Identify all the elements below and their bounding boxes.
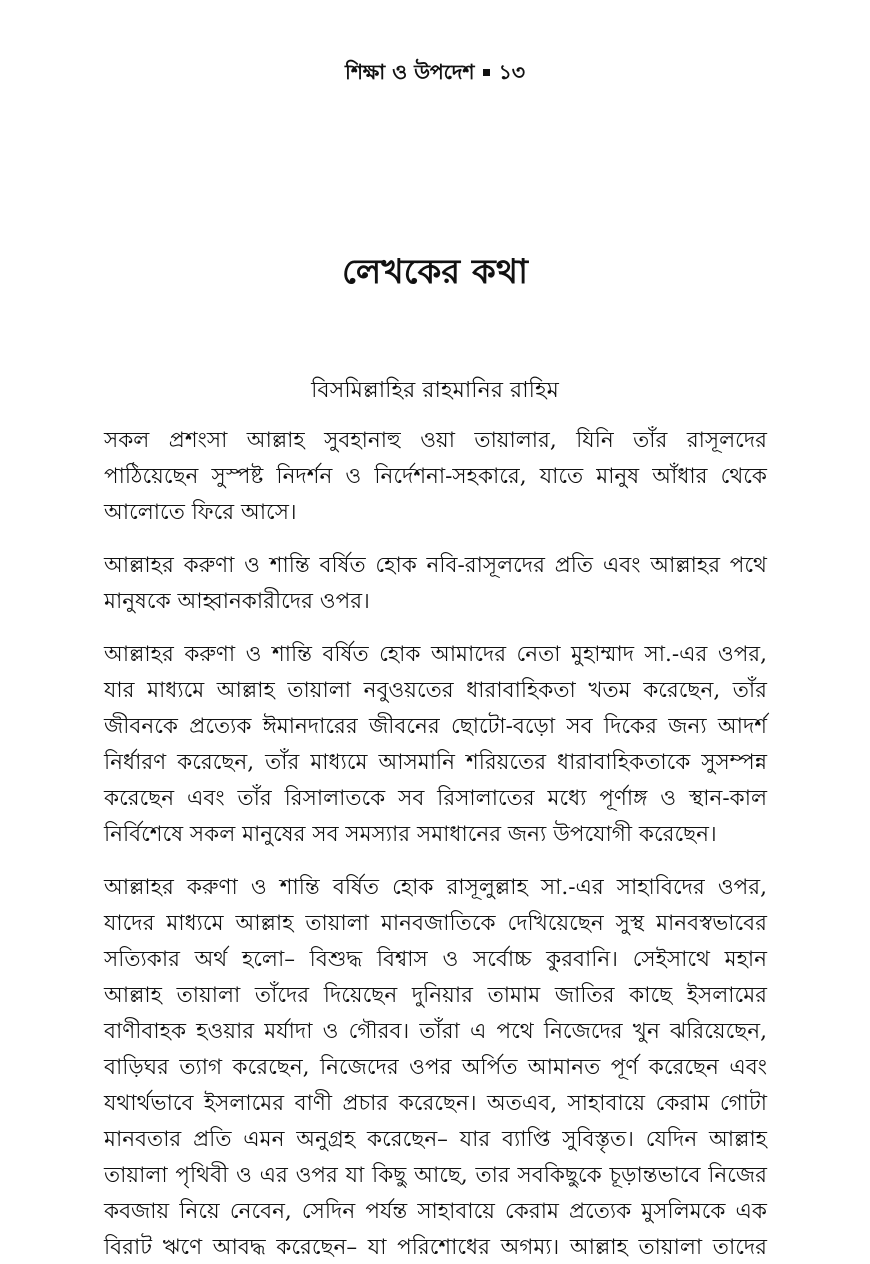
bismillah-line: বিসমিল্লাহির রাহমানির রাহিম — [311, 377, 559, 403]
chapter-title: লেখকের কথা — [342, 252, 528, 292]
text-line: বাড়িঘর ত্যাগ করেছেন, নিজেদের ওপর অর্পিত আমানত পূর্ণ করেছেন এবং — [104, 1055, 767, 1080]
text-line: মানুষকে আহ্বানকারীদের ওপর। — [104, 589, 370, 614]
text-line: বাণীবাহক হওয়ার মর্যাদা ও গৌরব। তাঁরা এ পথে নিজেদের খুন ঝরিয়েছেন, — [104, 1019, 767, 1044]
text-line: করেছেন এবং তাঁর রিসালাতকে সব রিসালাতের মধ্যে পূর্ণাঙ্গ ও স্থান-কাল — [104, 786, 767, 811]
running-header-title: শিক্ষা ও উপদেশ — [345, 60, 475, 84]
text-line: নির্ধারণ করেছেন, তাঁর মাধ্যমে আসমানি শরিয়তের ধারাবাহিকতাকে সুসম্পন্ন — [104, 750, 767, 775]
paragraph — [104, 640, 767, 850]
square-bullet-icon — [483, 69, 490, 76]
text-line: যাদের মাধ্যমে আল্লাহ তায়ালা মানবজাতিকে দেখিয়েছেন সুস্থ মানবস্বভাবের — [104, 911, 767, 936]
text-line: আল্লাহর করুণা ও শান্তি বর্ষিত হোক রাসূলুল্লাহ সা.-এর সাহাবিদের ওপর, — [104, 875, 767, 900]
text-line: আলোতে ফিরে আসে। — [104, 500, 297, 525]
text-line: আল্লাহ তায়ালা তাঁদের দিয়েছেন দুনিয়ার তামাম জাতির কাছে ইসলামের — [104, 983, 767, 1008]
text-line: জীবনকে প্রত্যেক ঈমানদারের জীবনের ছোটো-বড়ো সব দিকের জন্য আদর্শ — [104, 714, 767, 739]
text-line: তায়ালা পৃথিবী ও এর ওপর যা কিছু আছে, তার সবকিছুকে চূড়ান্তভাবে নিজের — [104, 1163, 767, 1188]
text-line: বিরাট ঋণে আবদ্ধ করেছেন– যা পরিশোধের অগম্য। আল্লাহ তায়ালা তাদের — [104, 1235, 767, 1260]
page-number: ১৩ — [498, 60, 525, 84]
text-line: যথার্থভাবে ইসলামের বাণী প্রচার করেছেন। অতএব, সাহাবায়ে কেরাম গোটা — [104, 1091, 767, 1116]
text-line: নির্বিশেষে সকল মানুষের সব সমস্যার সমাধানের জন্য উপযোগী করেছেন। — [104, 822, 717, 847]
text-line: আল্লাহর করুণা ও শান্তি বর্ষিত হোক নবি-রাসূলদের প্রতি এবং আল্লাহর পথে — [104, 553, 767, 578]
paragraph — [104, 426, 767, 528]
paragraph — [104, 873, 767, 1263]
text-line: কবজায় নিয়ে নেবেন, সেদিন পর্যন্ত সাহাবায়ে কেরাম প্রত্যেক মুসলিমকে এক — [104, 1199, 767, 1224]
text-line: আল্লাহর করুণা ও শান্তি বর্ষিত হোক আমাদের নেতা মুহাম্মাদ সা.-এর ওপর, — [104, 642, 767, 667]
text-line: পাঠিয়েছেন সুস্পষ্ট নিদর্শন ও নির্দেশনা-সহকারে, যাতে মানুষ আঁধার থেকে — [104, 464, 767, 489]
text-line: যার মাধ্যমে আল্লাহ তায়ালা নবুওয়তের ধারাবাহিকতা খতম করেছেন, তাঁর — [104, 678, 767, 703]
text-line: সত্যিকার অর্থ হলো– বিশুদ্ধ বিশ্বাস ও সর্বোচ্চ কুরবানি। সেইসাথে মহান — [104, 947, 767, 972]
body-text — [104, 426, 767, 1263]
running-header — [0, 57, 870, 87]
text-line: মানবতার প্রতি এমন অনুগ্রহ করেছেন– যার ব্যাপ্তি সুবিস্তৃত। যেদিন আল্লাহ — [104, 1127, 767, 1152]
text-line: সকল প্রশংসা আল্লাহ সুবহানাহু ওয়া তায়ালার, যিনি তাঁর রাসূলদের — [104, 428, 767, 453]
paragraph — [104, 551, 767, 617]
